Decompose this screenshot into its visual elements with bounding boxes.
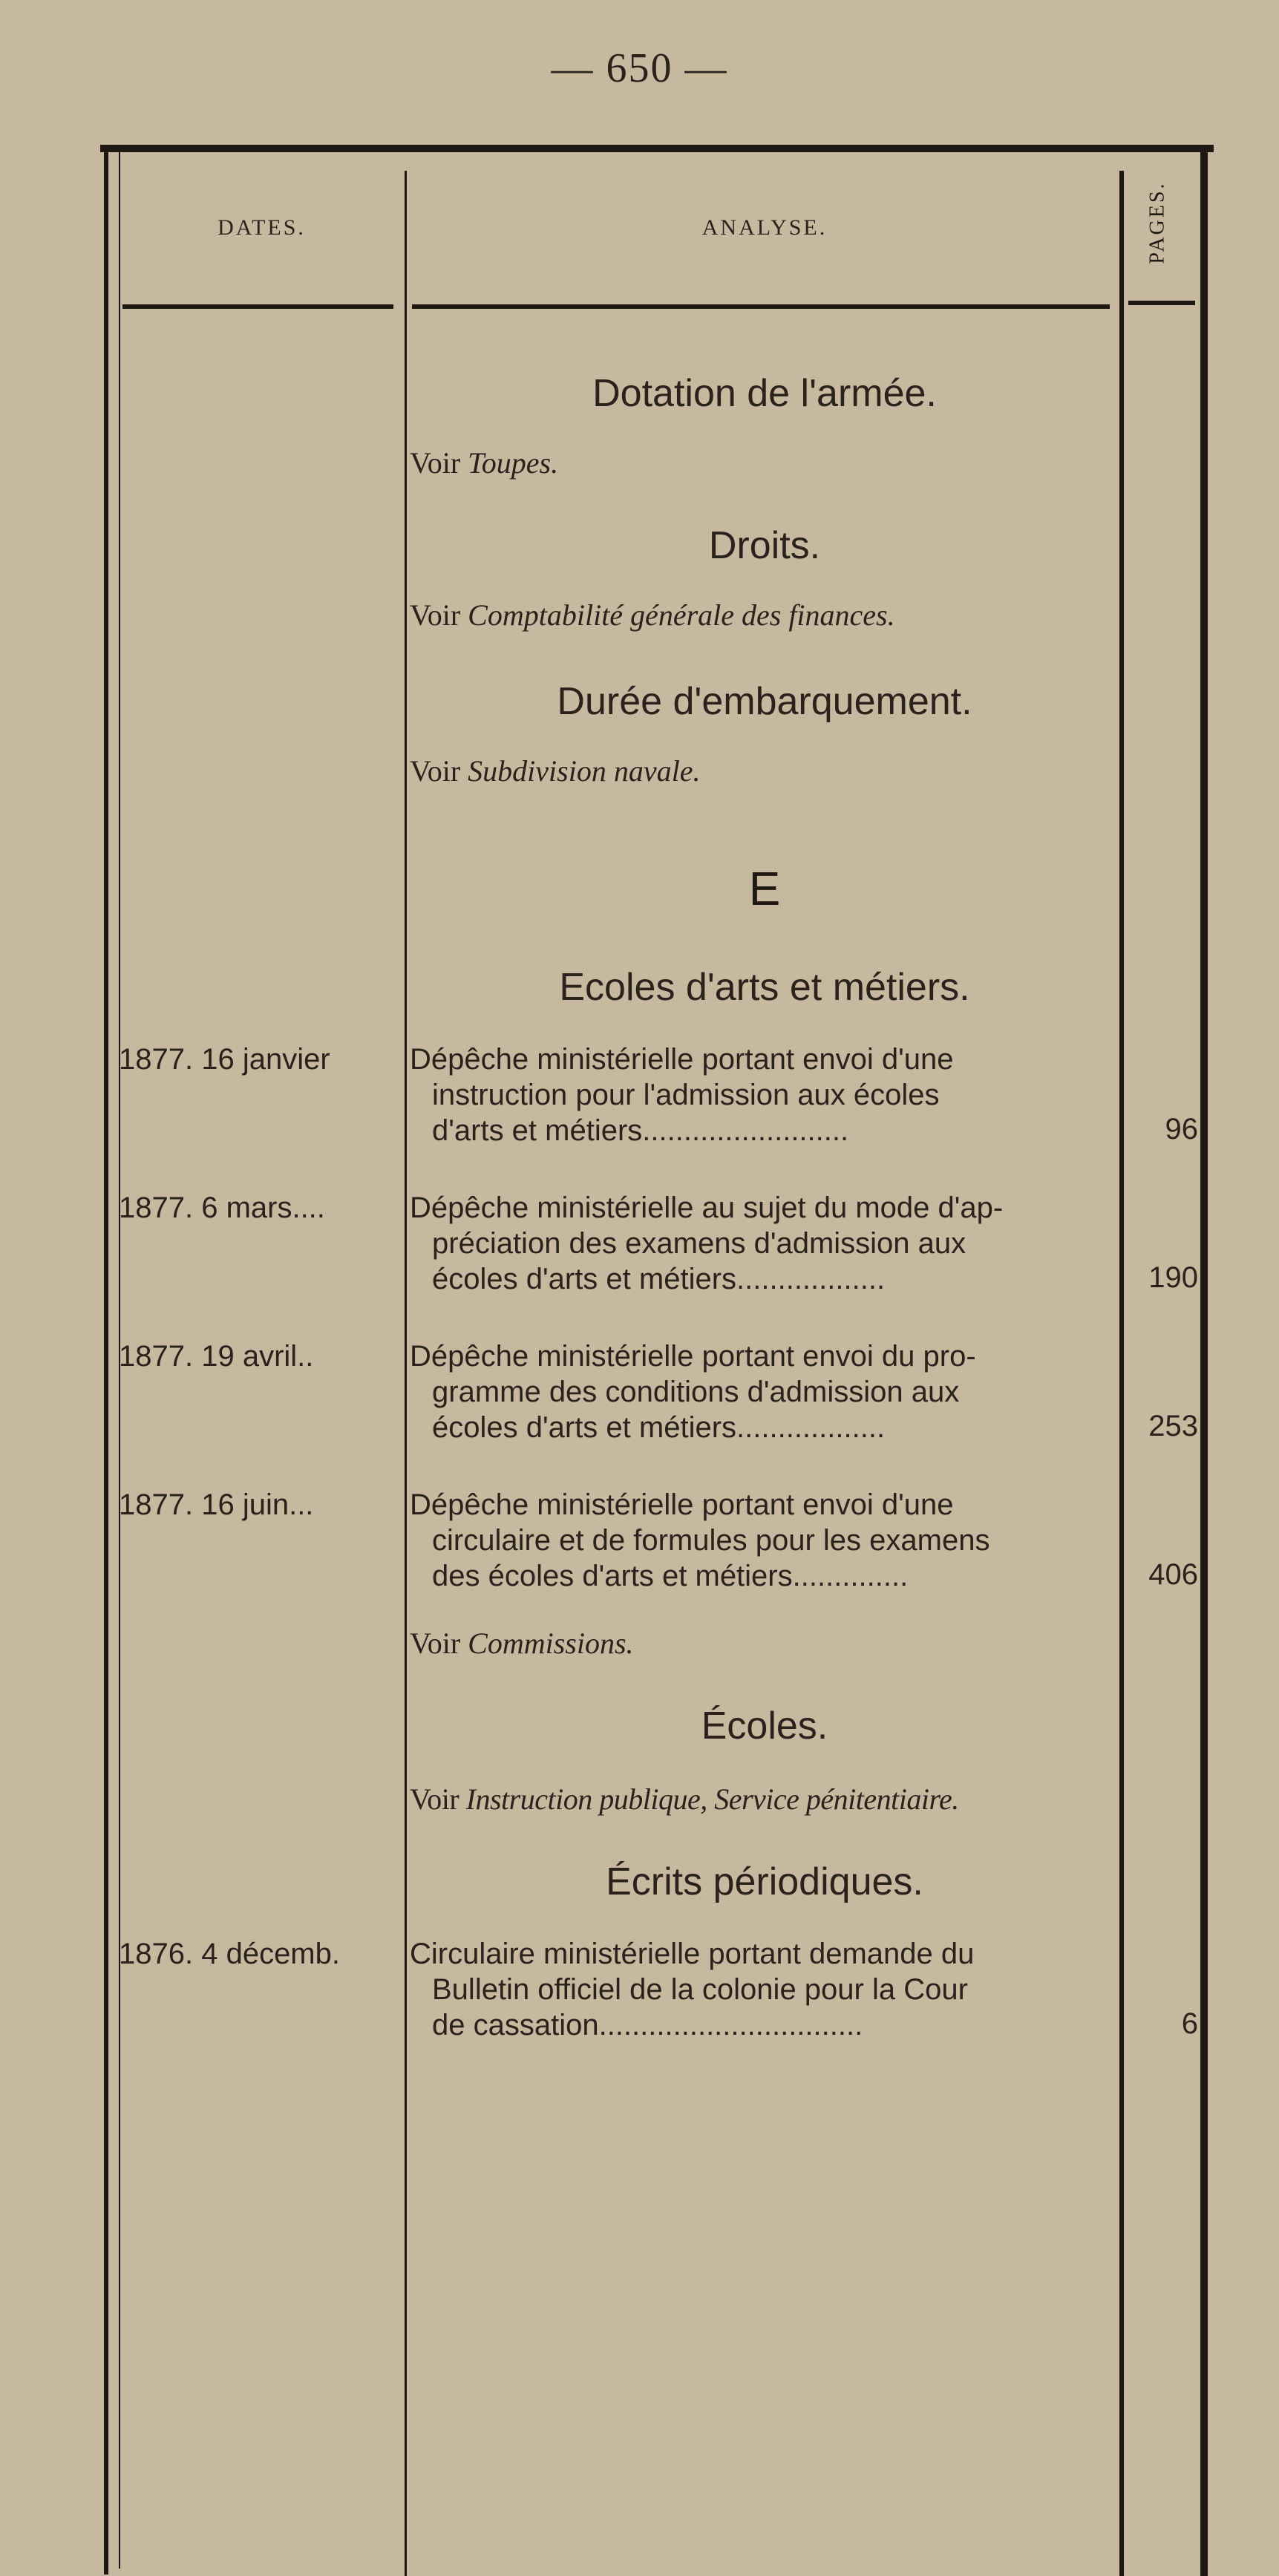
entry-page: 96 xyxy=(1165,1113,1198,1145)
section-heading-ecoles: Écoles. xyxy=(701,1704,828,1748)
entry-line: instruction pour l'admission aux écoles xyxy=(432,1079,940,1111)
header-rule-pages xyxy=(1128,301,1195,305)
header-pages-label: PAGES. xyxy=(1146,181,1169,264)
header-rule-analyse xyxy=(412,304,1110,309)
entry-date: 1876. 4 décemb. xyxy=(119,1938,340,1970)
entry-text xyxy=(410,1042,1119,1148)
entry-date: 1877. 16 juin... xyxy=(119,1488,314,1521)
see-also-dotation xyxy=(410,445,1122,480)
page-number: — 650 — xyxy=(551,45,728,91)
see-also-label: Voir xyxy=(410,754,461,788)
entry-text xyxy=(410,1936,1119,2043)
entry-date: 1877. 16 janvier xyxy=(119,1043,330,1076)
entry-line: préciation des examens d'admission aux xyxy=(432,1227,966,1260)
column-divider-analyse xyxy=(1119,171,1124,2576)
entry-line: des écoles d'arts et métiers.............. xyxy=(432,1560,909,1592)
section-heading-ecrits: Écrits périodiques. xyxy=(606,1860,923,1903)
entry-line: Bulletin officiel de la colonie pour la Cour xyxy=(432,1973,968,2006)
entry-line: d'arts et métiers......................... xyxy=(432,1114,849,1147)
entry-text xyxy=(410,1338,1119,1445)
see-also-label: Voir xyxy=(410,1782,459,1816)
see-also-reference: Toupes. xyxy=(468,446,559,480)
see-also-reference: Comptabilité générale des finances. xyxy=(468,598,895,632)
section-heading-ecoles-arts: Ecoles d'arts et métiers. xyxy=(559,966,970,1009)
section-heading-droits: Droits. xyxy=(708,524,821,567)
top-rule xyxy=(100,145,1214,152)
entry-page: 253 xyxy=(1148,1410,1198,1442)
see-also-reference: Subdivision navale. xyxy=(468,754,701,788)
entry-date: 1877. 6 mars.... xyxy=(119,1191,325,1224)
entry-line: gramme des conditions d'admission aux xyxy=(432,1376,960,1408)
entry-text xyxy=(410,1190,1119,1297)
entry-page: 6 xyxy=(1181,2007,1198,2040)
header-pages xyxy=(1128,171,1188,275)
entry-date: 1877. 19 avril.. xyxy=(119,1340,314,1373)
column-frame-left xyxy=(104,147,108,2575)
entry-page: 190 xyxy=(1148,1261,1198,1294)
entry-line: Circulaire ministérielle portant demande du xyxy=(410,1938,975,1970)
column-divider-dates xyxy=(405,171,407,2576)
see-also-label: Voir xyxy=(410,1627,461,1660)
see-also-duree xyxy=(410,753,1122,788)
see-also-ecoles-arts xyxy=(410,1626,1122,1661)
see-also-ecoles xyxy=(410,1782,1122,1817)
entry-line: de cassation................................ xyxy=(432,2009,863,2041)
section-heading-dotation: Dotation de l'armée. xyxy=(592,372,937,415)
see-also-reference: Commissions. xyxy=(468,1627,634,1660)
entry-line: circulaire et de formules pour les examens xyxy=(432,1524,990,1557)
entry-line: Dépêche ministérielle portant envoi du pro- xyxy=(410,1340,976,1373)
header-analyse: ANALYSE. xyxy=(701,215,828,240)
entry-line: Dépêche ministérielle portant envoi d'une xyxy=(410,1043,954,1076)
entry-page: 406 xyxy=(1148,1558,1198,1591)
entry-text xyxy=(410,1487,1119,1594)
column-frame-right xyxy=(1200,145,1208,2576)
entry-line: écoles d'arts et métiers.................. xyxy=(432,1263,886,1295)
entry-line: écoles d'arts et métiers.................. xyxy=(432,1411,886,1444)
header-dates: DATES. xyxy=(217,215,306,240)
see-also-droits xyxy=(410,598,1122,632)
entry-line: Dépêche ministérielle portant envoi d'une xyxy=(410,1488,954,1521)
see-also-label: Voir xyxy=(410,446,461,480)
section-letter: E xyxy=(748,862,781,915)
see-also-reference: Instruction publique, Service pénitentiaire. xyxy=(465,1782,959,1816)
section-heading-duree: Durée d'embarquement. xyxy=(557,680,972,723)
see-also-label: Voir xyxy=(410,598,461,632)
entry-line: Dépêche ministérielle au sujet du mode d'ap- xyxy=(410,1191,1004,1224)
header-rule-dates xyxy=(122,304,393,309)
